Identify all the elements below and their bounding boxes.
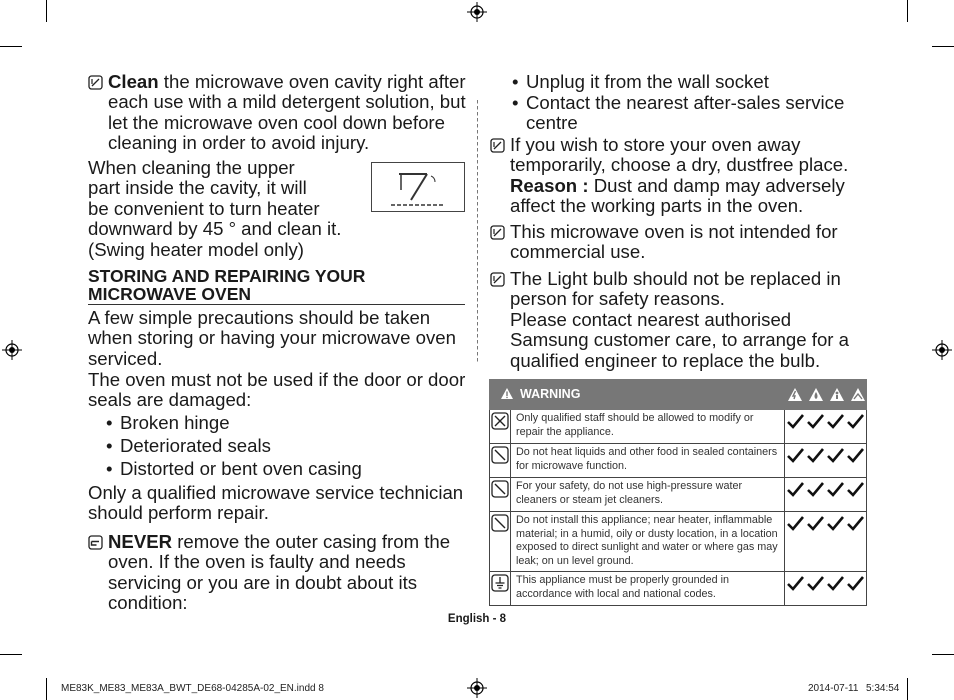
registration-mark-icon	[2, 340, 22, 360]
check-icon	[847, 447, 864, 464]
injury-hazard-icon	[829, 387, 845, 402]
page-number: English - 8	[447, 613, 507, 625]
prohibited-icon	[491, 514, 509, 532]
heater-illustration	[371, 162, 465, 212]
clean-paragraph: Clean the microwave oven cavity right after each use with a mild detergent solution, but let the microwave oven cool down before cleaning in order to avoid injury.	[108, 71, 466, 154]
warning-text: Do not heat liquids and other food in sealed containers for microwave function.	[511, 444, 785, 478]
file-slug: ME83K_ME83_ME83A_BWT_DE68-04285A-02_EN.indd 8	[61, 683, 324, 694]
warning-header-label: WARNING	[520, 386, 581, 401]
check-icon	[787, 575, 804, 592]
warning-row	[490, 512, 867, 572]
warning-table	[489, 379, 867, 606]
bullet-item: • Contact the nearest after-sales service centre	[526, 93, 861, 134]
check-icon	[787, 481, 804, 498]
check-marks	[785, 512, 866, 535]
bullet-item: • Distorted or bent oven casing	[120, 459, 460, 479]
check-icon	[787, 413, 804, 430]
check-icon	[827, 575, 844, 592]
upper-cleaning-paragraph: When cleaning the upper part inside the cavity, it will be convenient to turn heater downward by 45 ° and clean it. (Swing heater model only)	[88, 157, 342, 260]
check-icon	[807, 481, 824, 498]
note-icon	[88, 75, 103, 90]
electric-hazard-icon	[787, 387, 803, 402]
door-paragraph: The oven must not be used if the door or door seals are damaged:	[88, 369, 466, 411]
prohibited-icon	[491, 446, 509, 464]
bullet-item: • Deteriorated seals	[120, 436, 460, 456]
note-icon	[490, 225, 505, 240]
registration-mark-icon	[932, 340, 952, 360]
warning-row	[490, 444, 867, 478]
fire-hazard-icon	[808, 387, 824, 402]
check-icon	[787, 515, 804, 532]
check-icon	[827, 413, 844, 430]
commercial-paragraph: This microwave oven is not intended for commercial use.	[510, 221, 838, 263]
print-time: 5:34:54	[866, 683, 900, 694]
warning-row	[490, 410, 867, 444]
check-icon	[847, 515, 864, 532]
crop-mark	[932, 654, 954, 655]
check-marks	[785, 478, 866, 501]
crop-mark	[932, 46, 954, 47]
crop-mark	[907, 0, 908, 22]
warning-text: Only qualified staff should be allowed to modify or repair the appliance.	[511, 410, 785, 444]
check-icon	[847, 413, 864, 430]
section-heading: STORING AND REPAIRING YOUR MICROWAVE OVEN	[88, 267, 465, 305]
check-marks	[785, 444, 866, 467]
warning-row	[490, 478, 867, 512]
warning-text: Do not install this appliance; near heater, inflammable material; in a humid, oily or dusty location, in a location exposed to direct sunlight and water or where gas may leak; on un level ground.	[511, 512, 785, 572]
check-icon	[827, 447, 844, 464]
warning-header-row	[490, 380, 867, 410]
property-damage-icon	[850, 387, 866, 402]
never-paragraph: NEVER remove the outer casing from the oven. If the oven is faulty and needs servicing or you are in doubt about its condition:	[108, 531, 451, 614]
check-icon	[847, 481, 864, 498]
check-icon	[787, 447, 804, 464]
crop-mark	[0, 46, 22, 47]
note-icon	[490, 138, 505, 153]
check-icon	[847, 575, 864, 592]
check-icon	[807, 575, 824, 592]
pointing-hand-icon	[88, 535, 103, 550]
ground-icon	[491, 574, 509, 592]
registration-mark-icon	[467, 2, 487, 22]
prohibited-icon	[491, 480, 509, 498]
check-icon	[807, 447, 824, 464]
registration-mark-icon	[467, 678, 487, 698]
check-marks	[785, 572, 866, 595]
bullet-item: • Broken hinge	[120, 413, 460, 433]
warning-triangle-icon	[500, 387, 514, 400]
crop-mark	[46, 0, 47, 22]
crop-mark	[907, 678, 908, 700]
store-paragraph: If you wish to store your oven away temporarily, choose a dry, dustfree place. Reason : Dust and damp may adversely affect the working parts in the oven.	[510, 134, 849, 217]
crop-mark	[46, 678, 47, 700]
warning-row	[490, 572, 867, 606]
check-icon	[807, 515, 824, 532]
column-divider	[477, 100, 478, 362]
warning-text: This appliance must be properly grounded in accordance with local and national codes.	[511, 572, 785, 606]
print-date: 2014-07-11	[808, 683, 859, 694]
note-icon	[490, 272, 505, 287]
check-icon	[807, 413, 824, 430]
check-marks	[785, 410, 866, 433]
bulb-paragraph: The Light bulb should not be replaced in person for safety reasons. Please contact nearest authorised Samsung customer care, to arrange for a qualified engineer to replace the bulb.	[510, 268, 849, 371]
bullet-item: • Unplug it from the wall socket	[526, 72, 861, 92]
warning-text: For your safety, do not use high-pressure water cleaners or steam jet cleaners.	[511, 478, 785, 512]
qualified-paragraph: Only a qualified microwave service technician should perform repair.	[88, 482, 464, 524]
crop-mark	[0, 654, 22, 655]
tool-prohibited-icon	[491, 412, 509, 430]
check-icon	[827, 515, 844, 532]
check-icon	[827, 481, 844, 498]
precautions-paragraph: A few simple precautions should be taken when storing or having your microwave oven serviced.	[88, 307, 456, 369]
